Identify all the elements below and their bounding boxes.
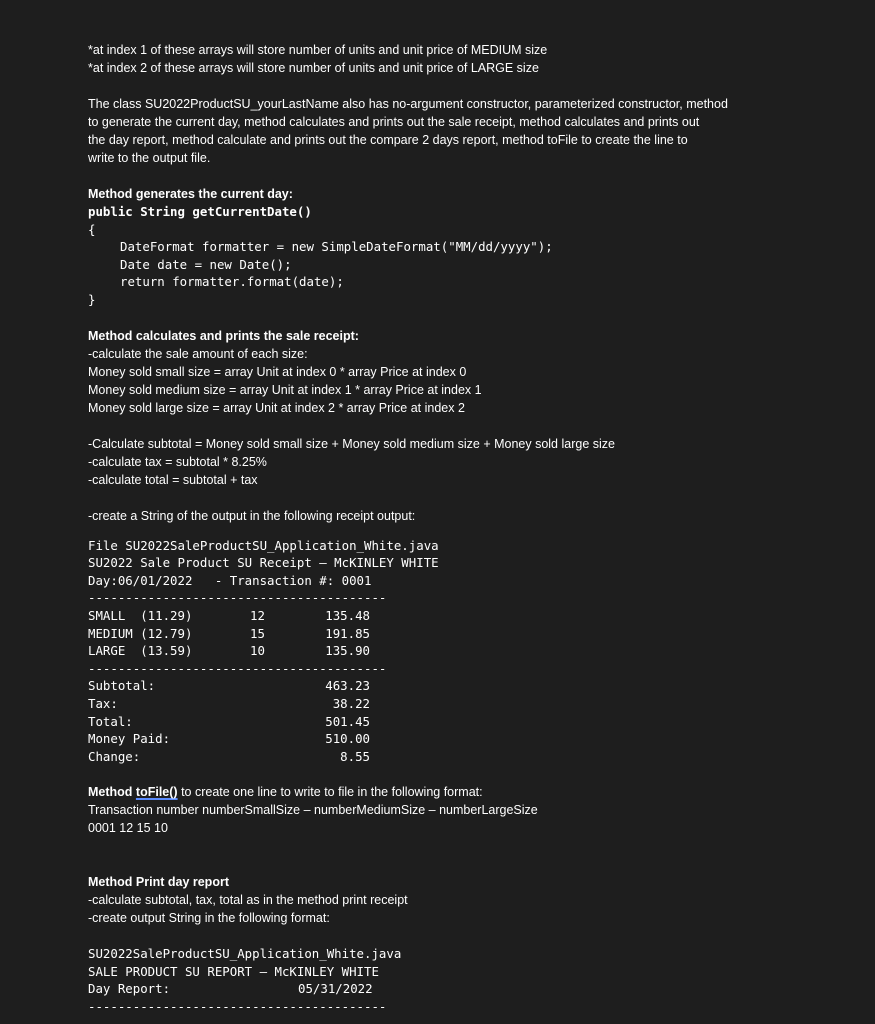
class-desc-line-2: to generate the current day, method calculates and prints out the sale receipt, method calculates and prints out xyxy=(88,115,700,129)
receipt-method-line: Money sold small size = array Unit at index 0 * array Price at index 0 xyxy=(88,364,467,379)
code-open-brace: { xyxy=(88,221,96,237)
receipt-total-row xyxy=(88,748,848,766)
receipt-divider: ---------------------------------------- xyxy=(88,660,387,676)
getdate-heading: Method generates the current day: xyxy=(88,187,293,201)
total-value: 501.45 xyxy=(325,713,370,729)
tofile-format: Transaction number numberSmallSize – numberMediumSize – numberLargeSize xyxy=(88,803,538,818)
receipt-item-row xyxy=(88,642,848,660)
class-desc-line-1: The class SU2022ProductSU_yourLastName also has no-argument constructor, parameterized constructor, method xyxy=(88,97,728,111)
tofile-method-name: toFile() xyxy=(135,785,178,800)
receipt-divider: ---------------------------------------- xyxy=(88,590,387,606)
report-day-label: Day Report: xyxy=(88,981,171,997)
receipt-method-line: -Calculate subtotal = Money sold small size + Money sold medium size + Money sold large size xyxy=(88,436,615,451)
receipt-method-line: -create a String of the output in the following receipt output: xyxy=(88,508,416,523)
receipt-file-line: File SU2022SaleProductSU_Application_White.java xyxy=(88,537,439,553)
class-desc-line-4: write to the output file. xyxy=(88,151,211,165)
report-title-line: SALE PRODUCT SU REPORT – McKINLEY WHITE xyxy=(88,963,379,979)
code-close-brace: } xyxy=(88,291,96,307)
receipt-method-line: Money sold medium size = array Unit at index 1 * array Price at index 1 xyxy=(88,382,482,397)
total-value: 38.22 xyxy=(332,695,370,711)
day-report-output xyxy=(88,945,848,1015)
tofile-heading-pre: Method xyxy=(88,785,136,800)
total-value: 8.55 xyxy=(340,748,370,764)
intro-line-1: *at index 1 of these arrays will store number of units and unit price of MEDIUM size xyxy=(88,43,548,57)
total-label: Tax: xyxy=(88,695,118,711)
receipt-total-row xyxy=(88,677,848,695)
item-name: MEDIUM (12.79) xyxy=(88,625,193,641)
receipt-item-row xyxy=(88,607,848,625)
receipt-total-row xyxy=(88,695,848,713)
receipt-day-line: Day:06/01/2022 - Transaction #: 0001 xyxy=(88,572,372,588)
item-qty: 15 xyxy=(250,625,265,641)
code-line-date: Date date = new Date(); xyxy=(120,256,292,272)
receipt-item-row xyxy=(88,625,848,643)
item-qty: 12 xyxy=(250,607,265,623)
total-value: 510.00 xyxy=(325,731,370,747)
report-file-line: SU2022SaleProductSU_Application_White.java xyxy=(88,946,402,962)
dayreport-line: -create output String in the following format: xyxy=(88,911,330,926)
item-name: SMALL (11.29) xyxy=(88,607,193,623)
receipt-method-line: -calculate the sale amount of each size: xyxy=(88,346,308,361)
report-day-value: 05/31/2022 xyxy=(298,981,373,997)
document-page xyxy=(88,41,848,1016)
receipt-total-row xyxy=(88,713,848,731)
receipt-method-heading: Method calculates and prints the sale receipt: xyxy=(88,328,359,343)
item-amount: 135.90 xyxy=(325,643,370,659)
receipt-title-line: SU2022 Sale Product SU Receipt – McKINLEY WHITE xyxy=(88,555,439,571)
intro-line-2: *at index 2 of these arrays will store number of units and unit price of LARGE size xyxy=(88,61,539,75)
total-label: Subtotal: xyxy=(88,678,156,694)
total-label: Money Paid: xyxy=(88,731,171,747)
getdate-signature: public String getCurrentDate() xyxy=(88,204,312,219)
tofile-heading-post: to create one line to write to file in the following format: xyxy=(177,785,483,800)
receipt-output xyxy=(88,537,848,766)
code-line-return: return formatter.format(date); xyxy=(120,274,344,290)
receipt-total-row xyxy=(88,730,848,748)
total-value: 463.23 xyxy=(325,678,370,694)
receipt-method-line: -calculate total = subtotal + tax xyxy=(88,472,258,487)
item-amount: 191.85 xyxy=(325,625,370,641)
receipt-method-line: -calculate tax = subtotal * 8.25% xyxy=(88,454,267,469)
receipt-method-line: Money sold large size = array Unit at index 2 * array Price at index 2 xyxy=(88,400,465,415)
code-line-formatter: DateFormat formatter = new SimpleDateFormat("MM/dd/yyyy"); xyxy=(120,239,553,255)
tofile-heading xyxy=(88,783,848,801)
class-desc-line-3: the day report, method calculate and prints out the compare 2 days report, method toFile to create the line to xyxy=(88,133,688,147)
report-divider: ---------------------------------------- xyxy=(88,999,387,1015)
report-day-row xyxy=(88,980,848,998)
total-label: Change: xyxy=(88,748,141,764)
dayreport-heading: Method Print day report xyxy=(88,875,229,890)
item-name: LARGE (13.59) xyxy=(88,643,193,659)
dayreport-line: -calculate subtotal, tax, total as in the method print receipt xyxy=(88,893,408,908)
tofile-example: 0001 12 15 10 xyxy=(88,821,168,836)
item-amount: 135.48 xyxy=(325,607,370,623)
item-qty: 10 xyxy=(250,643,265,659)
total-label: Total: xyxy=(88,713,133,729)
